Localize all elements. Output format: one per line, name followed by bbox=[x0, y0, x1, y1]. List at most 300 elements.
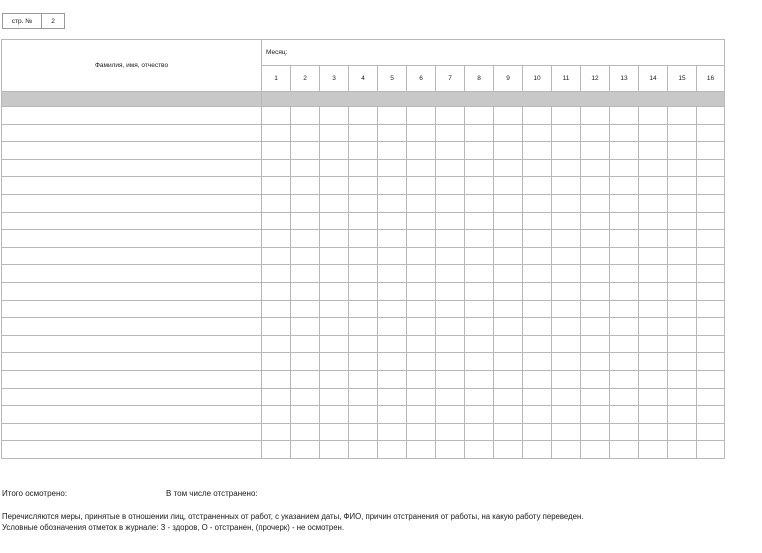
mark-cell[interactable] bbox=[697, 265, 725, 283]
mark-cell[interactable] bbox=[407, 194, 436, 212]
mark-cell[interactable] bbox=[407, 230, 436, 248]
mark-cell[interactable] bbox=[378, 370, 407, 388]
mark-cell[interactable] bbox=[581, 388, 610, 406]
mark-cell[interactable] bbox=[639, 353, 668, 371]
mark-cell[interactable] bbox=[349, 423, 378, 441]
mark-cell[interactable] bbox=[378, 194, 407, 212]
mark-cell[interactable] bbox=[523, 142, 552, 160]
mark-cell[interactable] bbox=[668, 159, 697, 177]
mark-cell[interactable] bbox=[610, 335, 639, 353]
mark-cell[interactable] bbox=[378, 318, 407, 336]
mark-cell[interactable] bbox=[639, 194, 668, 212]
mark-cell[interactable] bbox=[552, 247, 581, 265]
mark-cell[interactable] bbox=[610, 265, 639, 283]
mark-cell[interactable] bbox=[494, 124, 523, 142]
fio-cell[interactable] bbox=[2, 212, 262, 230]
mark-cell[interactable] bbox=[436, 124, 465, 142]
mark-cell[interactable] bbox=[436, 300, 465, 318]
mark-cell[interactable] bbox=[552, 230, 581, 248]
mark-cell[interactable] bbox=[349, 265, 378, 283]
mark-cell[interactable] bbox=[349, 370, 378, 388]
mark-cell[interactable] bbox=[552, 282, 581, 300]
mark-cell[interactable] bbox=[668, 124, 697, 142]
mark-cell[interactable] bbox=[552, 265, 581, 283]
mark-cell[interactable] bbox=[378, 423, 407, 441]
mark-cell[interactable] bbox=[668, 388, 697, 406]
mark-cell[interactable] bbox=[349, 194, 378, 212]
mark-cell[interactable] bbox=[320, 282, 349, 300]
mark-cell[interactable] bbox=[581, 124, 610, 142]
mark-cell[interactable] bbox=[639, 142, 668, 160]
mark-cell[interactable] bbox=[465, 265, 494, 283]
mark-cell[interactable] bbox=[465, 107, 494, 125]
mark-cell[interactable] bbox=[523, 159, 552, 177]
mark-cell[interactable] bbox=[523, 282, 552, 300]
mark-cell[interactable] bbox=[407, 423, 436, 441]
mark-cell[interactable] bbox=[320, 107, 349, 125]
mark-cell[interactable] bbox=[407, 177, 436, 195]
mark-cell[interactable] bbox=[291, 335, 320, 353]
mark-cell[interactable] bbox=[494, 370, 523, 388]
mark-cell[interactable] bbox=[610, 230, 639, 248]
mark-cell[interactable] bbox=[262, 142, 291, 160]
mark-cell[interactable] bbox=[581, 159, 610, 177]
mark-cell[interactable] bbox=[465, 441, 494, 459]
mark-cell[interactable] bbox=[581, 247, 610, 265]
mark-cell[interactable] bbox=[291, 441, 320, 459]
mark-cell[interactable] bbox=[610, 159, 639, 177]
mark-cell[interactable] bbox=[494, 230, 523, 248]
mark-cell[interactable] bbox=[581, 335, 610, 353]
mark-cell[interactable] bbox=[291, 388, 320, 406]
mark-cell[interactable] bbox=[378, 124, 407, 142]
mark-cell[interactable] bbox=[581, 194, 610, 212]
mark-cell[interactable] bbox=[349, 353, 378, 371]
mark-cell[interactable] bbox=[639, 212, 668, 230]
mark-cell[interactable] bbox=[668, 353, 697, 371]
mark-cell[interactable] bbox=[494, 177, 523, 195]
mark-cell[interactable] bbox=[262, 282, 291, 300]
mark-cell[interactable] bbox=[610, 194, 639, 212]
mark-cell[interactable] bbox=[291, 370, 320, 388]
mark-cell[interactable] bbox=[378, 353, 407, 371]
mark-cell[interactable] bbox=[697, 212, 725, 230]
mark-cell[interactable] bbox=[552, 318, 581, 336]
mark-cell[interactable] bbox=[668, 265, 697, 283]
mark-cell[interactable] bbox=[552, 370, 581, 388]
mark-cell[interactable] bbox=[262, 177, 291, 195]
mark-cell[interactable] bbox=[407, 142, 436, 160]
mark-cell[interactable] bbox=[494, 388, 523, 406]
mark-cell[interactable] bbox=[523, 441, 552, 459]
mark-cell[interactable] bbox=[523, 230, 552, 248]
mark-cell[interactable] bbox=[291, 318, 320, 336]
mark-cell[interactable] bbox=[436, 335, 465, 353]
mark-cell[interactable] bbox=[320, 159, 349, 177]
mark-cell[interactable] bbox=[320, 247, 349, 265]
mark-cell[interactable] bbox=[465, 124, 494, 142]
fio-cell[interactable] bbox=[2, 159, 262, 177]
mark-cell[interactable] bbox=[349, 159, 378, 177]
mark-cell[interactable] bbox=[639, 318, 668, 336]
mark-cell[interactable] bbox=[581, 282, 610, 300]
mark-cell[interactable] bbox=[639, 177, 668, 195]
mark-cell[interactable] bbox=[552, 107, 581, 125]
mark-cell[interactable] bbox=[291, 247, 320, 265]
fio-cell[interactable] bbox=[2, 282, 262, 300]
mark-cell[interactable] bbox=[552, 441, 581, 459]
mark-cell[interactable] bbox=[697, 388, 725, 406]
mark-cell[interactable] bbox=[494, 300, 523, 318]
mark-cell[interactable] bbox=[320, 353, 349, 371]
mark-cell[interactable] bbox=[349, 300, 378, 318]
mark-cell[interactable] bbox=[639, 282, 668, 300]
mark-cell[interactable] bbox=[523, 124, 552, 142]
mark-cell[interactable] bbox=[436, 107, 465, 125]
mark-cell[interactable] bbox=[668, 230, 697, 248]
mark-cell[interactable] bbox=[436, 406, 465, 424]
mark-cell[interactable] bbox=[581, 300, 610, 318]
mark-cell[interactable] bbox=[349, 247, 378, 265]
mark-cell[interactable] bbox=[465, 318, 494, 336]
mark-cell[interactable] bbox=[523, 406, 552, 424]
mark-cell[interactable] bbox=[407, 107, 436, 125]
mark-cell[interactable] bbox=[581, 177, 610, 195]
mark-cell[interactable] bbox=[407, 265, 436, 283]
mark-cell[interactable] bbox=[697, 441, 725, 459]
mark-cell[interactable] bbox=[349, 212, 378, 230]
mark-cell[interactable] bbox=[320, 142, 349, 160]
mark-cell[interactable] bbox=[610, 406, 639, 424]
mark-cell[interactable] bbox=[349, 107, 378, 125]
mark-cell[interactable] bbox=[262, 124, 291, 142]
mark-cell[interactable] bbox=[494, 212, 523, 230]
mark-cell[interactable] bbox=[697, 318, 725, 336]
mark-cell[interactable] bbox=[378, 388, 407, 406]
mark-cell[interactable] bbox=[291, 124, 320, 142]
mark-cell[interactable] bbox=[262, 194, 291, 212]
mark-cell[interactable] bbox=[581, 142, 610, 160]
mark-cell[interactable] bbox=[320, 124, 349, 142]
mark-cell[interactable] bbox=[262, 335, 291, 353]
mark-cell[interactable] bbox=[639, 423, 668, 441]
mark-cell[interactable] bbox=[581, 212, 610, 230]
fio-cell[interactable] bbox=[2, 318, 262, 336]
mark-cell[interactable] bbox=[523, 300, 552, 318]
mark-cell[interactable] bbox=[697, 230, 725, 248]
mark-cell[interactable] bbox=[697, 194, 725, 212]
mark-cell[interactable] bbox=[291, 282, 320, 300]
mark-cell[interactable] bbox=[581, 406, 610, 424]
fio-cell[interactable] bbox=[2, 107, 262, 125]
mark-cell[interactable] bbox=[320, 318, 349, 336]
mark-cell[interactable] bbox=[639, 107, 668, 125]
mark-cell[interactable] bbox=[494, 318, 523, 336]
mark-cell[interactable] bbox=[262, 423, 291, 441]
mark-cell[interactable] bbox=[378, 335, 407, 353]
fio-cell[interactable] bbox=[2, 177, 262, 195]
mark-cell[interactable] bbox=[668, 282, 697, 300]
mark-cell[interactable] bbox=[320, 194, 349, 212]
mark-cell[interactable] bbox=[552, 177, 581, 195]
mark-cell[interactable] bbox=[262, 300, 291, 318]
mark-cell[interactable] bbox=[407, 388, 436, 406]
mark-cell[interactable] bbox=[378, 300, 407, 318]
mark-cell[interactable] bbox=[320, 423, 349, 441]
mark-cell[interactable] bbox=[378, 107, 407, 125]
mark-cell[interactable] bbox=[291, 159, 320, 177]
mark-cell[interactable] bbox=[436, 265, 465, 283]
mark-cell[interactable] bbox=[552, 406, 581, 424]
mark-cell[interactable] bbox=[465, 370, 494, 388]
mark-cell[interactable] bbox=[436, 353, 465, 371]
mark-cell[interactable] bbox=[465, 194, 494, 212]
mark-cell[interactable] bbox=[320, 441, 349, 459]
mark-cell[interactable] bbox=[552, 335, 581, 353]
mark-cell[interactable] bbox=[262, 212, 291, 230]
mark-cell[interactable] bbox=[407, 300, 436, 318]
mark-cell[interactable] bbox=[639, 441, 668, 459]
mark-cell[interactable] bbox=[262, 370, 291, 388]
mark-cell[interactable] bbox=[436, 247, 465, 265]
mark-cell[interactable] bbox=[349, 406, 378, 424]
mark-cell[interactable] bbox=[436, 177, 465, 195]
mark-cell[interactable] bbox=[465, 177, 494, 195]
mark-cell[interactable] bbox=[581, 370, 610, 388]
mark-cell[interactable] bbox=[610, 177, 639, 195]
mark-cell[interactable] bbox=[436, 318, 465, 336]
mark-cell[interactable] bbox=[697, 300, 725, 318]
fio-cell[interactable] bbox=[2, 265, 262, 283]
mark-cell[interactable] bbox=[320, 265, 349, 283]
mark-cell[interactable] bbox=[349, 335, 378, 353]
mark-cell[interactable] bbox=[436, 159, 465, 177]
mark-cell[interactable] bbox=[668, 212, 697, 230]
mark-cell[interactable] bbox=[639, 230, 668, 248]
mark-cell[interactable] bbox=[407, 335, 436, 353]
mark-cell[interactable] bbox=[262, 441, 291, 459]
fio-cell[interactable] bbox=[2, 388, 262, 406]
mark-cell[interactable] bbox=[436, 142, 465, 160]
mark-cell[interactable] bbox=[552, 212, 581, 230]
mark-cell[interactable] bbox=[610, 142, 639, 160]
mark-cell[interactable] bbox=[610, 282, 639, 300]
mark-cell[interactable] bbox=[639, 406, 668, 424]
mark-cell[interactable] bbox=[639, 300, 668, 318]
mark-cell[interactable] bbox=[436, 212, 465, 230]
mark-cell[interactable] bbox=[610, 370, 639, 388]
mark-cell[interactable] bbox=[552, 388, 581, 406]
mark-cell[interactable] bbox=[697, 247, 725, 265]
mark-cell[interactable] bbox=[523, 370, 552, 388]
mark-cell[interactable] bbox=[552, 124, 581, 142]
mark-cell[interactable] bbox=[639, 159, 668, 177]
mark-cell[interactable] bbox=[697, 124, 725, 142]
mark-cell[interactable] bbox=[697, 107, 725, 125]
mark-cell[interactable] bbox=[639, 388, 668, 406]
mark-cell[interactable] bbox=[436, 370, 465, 388]
mark-cell[interactable] bbox=[523, 335, 552, 353]
mark-cell[interactable] bbox=[262, 406, 291, 424]
mark-cell[interactable] bbox=[581, 265, 610, 283]
mark-cell[interactable] bbox=[378, 265, 407, 283]
fio-cell[interactable] bbox=[2, 194, 262, 212]
mark-cell[interactable] bbox=[262, 159, 291, 177]
mark-cell[interactable] bbox=[494, 247, 523, 265]
mark-cell[interactable] bbox=[407, 212, 436, 230]
mark-cell[interactable] bbox=[610, 388, 639, 406]
mark-cell[interactable] bbox=[291, 194, 320, 212]
mark-cell[interactable] bbox=[378, 230, 407, 248]
mark-cell[interactable] bbox=[349, 142, 378, 160]
mark-cell[interactable] bbox=[552, 423, 581, 441]
mark-cell[interactable] bbox=[494, 282, 523, 300]
mark-cell[interactable] bbox=[668, 423, 697, 441]
mark-cell[interactable] bbox=[262, 265, 291, 283]
mark-cell[interactable] bbox=[639, 370, 668, 388]
mark-cell[interactable] bbox=[581, 107, 610, 125]
mark-cell[interactable] bbox=[291, 212, 320, 230]
mark-cell[interactable] bbox=[668, 406, 697, 424]
mark-cell[interactable] bbox=[349, 230, 378, 248]
mark-cell[interactable] bbox=[407, 370, 436, 388]
mark-cell[interactable] bbox=[552, 353, 581, 371]
mark-cell[interactable] bbox=[465, 300, 494, 318]
mark-cell[interactable] bbox=[378, 142, 407, 160]
mark-cell[interactable] bbox=[668, 177, 697, 195]
mark-cell[interactable] bbox=[465, 353, 494, 371]
mark-cell[interactable] bbox=[581, 423, 610, 441]
mark-cell[interactable] bbox=[407, 282, 436, 300]
mark-cell[interactable] bbox=[465, 388, 494, 406]
fio-cell[interactable] bbox=[2, 247, 262, 265]
mark-cell[interactable] bbox=[349, 177, 378, 195]
mark-cell[interactable] bbox=[320, 177, 349, 195]
mark-cell[interactable] bbox=[697, 159, 725, 177]
mark-cell[interactable] bbox=[494, 142, 523, 160]
mark-cell[interactable] bbox=[668, 300, 697, 318]
mark-cell[interactable] bbox=[668, 107, 697, 125]
mark-cell[interactable] bbox=[349, 388, 378, 406]
mark-cell[interactable] bbox=[407, 159, 436, 177]
mark-cell[interactable] bbox=[436, 423, 465, 441]
mark-cell[interactable] bbox=[465, 423, 494, 441]
mark-cell[interactable] bbox=[436, 388, 465, 406]
mark-cell[interactable] bbox=[697, 406, 725, 424]
mark-cell[interactable] bbox=[552, 194, 581, 212]
mark-cell[interactable] bbox=[465, 212, 494, 230]
mark-cell[interactable] bbox=[407, 353, 436, 371]
mark-cell[interactable] bbox=[552, 142, 581, 160]
fio-cell[interactable] bbox=[2, 441, 262, 459]
mark-cell[interactable] bbox=[610, 441, 639, 459]
mark-cell[interactable] bbox=[349, 282, 378, 300]
mark-cell[interactable] bbox=[378, 177, 407, 195]
mark-cell[interactable] bbox=[262, 230, 291, 248]
mark-cell[interactable] bbox=[378, 441, 407, 459]
fio-cell[interactable] bbox=[2, 230, 262, 248]
mark-cell[interactable] bbox=[320, 370, 349, 388]
fio-cell[interactable] bbox=[2, 370, 262, 388]
mark-cell[interactable] bbox=[465, 142, 494, 160]
mark-cell[interactable] bbox=[523, 318, 552, 336]
mark-cell[interactable] bbox=[291, 353, 320, 371]
mark-cell[interactable] bbox=[639, 335, 668, 353]
mark-cell[interactable] bbox=[291, 406, 320, 424]
mark-cell[interactable] bbox=[697, 177, 725, 195]
mark-cell[interactable] bbox=[668, 370, 697, 388]
mark-cell[interactable] bbox=[436, 282, 465, 300]
mark-cell[interactable] bbox=[320, 230, 349, 248]
mark-cell[interactable] bbox=[610, 423, 639, 441]
mark-cell[interactable] bbox=[349, 124, 378, 142]
mark-cell[interactable] bbox=[581, 441, 610, 459]
mark-cell[interactable] bbox=[320, 388, 349, 406]
mark-cell[interactable] bbox=[552, 159, 581, 177]
mark-cell[interactable] bbox=[523, 423, 552, 441]
mark-cell[interactable] bbox=[465, 406, 494, 424]
mark-cell[interactable] bbox=[407, 247, 436, 265]
mark-cell[interactable] bbox=[494, 265, 523, 283]
mark-cell[interactable] bbox=[407, 406, 436, 424]
mark-cell[interactable] bbox=[581, 353, 610, 371]
mark-cell[interactable] bbox=[668, 335, 697, 353]
mark-cell[interactable] bbox=[494, 335, 523, 353]
mark-cell[interactable] bbox=[523, 194, 552, 212]
mark-cell[interactable] bbox=[262, 318, 291, 336]
mark-cell[interactable] bbox=[523, 265, 552, 283]
mark-cell[interactable] bbox=[668, 441, 697, 459]
mark-cell[interactable] bbox=[291, 142, 320, 160]
mark-cell[interactable] bbox=[494, 441, 523, 459]
mark-cell[interactable] bbox=[523, 388, 552, 406]
mark-cell[interactable] bbox=[262, 353, 291, 371]
mark-cell[interactable] bbox=[436, 230, 465, 248]
mark-cell[interactable] bbox=[291, 230, 320, 248]
mark-cell[interactable] bbox=[523, 212, 552, 230]
mark-cell[interactable] bbox=[668, 194, 697, 212]
mark-cell[interactable] bbox=[523, 353, 552, 371]
mark-cell[interactable] bbox=[494, 159, 523, 177]
mark-cell[interactable] bbox=[494, 107, 523, 125]
mark-cell[interactable] bbox=[697, 353, 725, 371]
mark-cell[interactable] bbox=[378, 247, 407, 265]
mark-cell[interactable] bbox=[610, 212, 639, 230]
mark-cell[interactable] bbox=[320, 300, 349, 318]
mark-cell[interactable] bbox=[378, 282, 407, 300]
mark-cell[interactable] bbox=[494, 353, 523, 371]
mark-cell[interactable] bbox=[262, 247, 291, 265]
mark-cell[interactable] bbox=[610, 353, 639, 371]
mark-cell[interactable] bbox=[610, 300, 639, 318]
mark-cell[interactable] bbox=[465, 335, 494, 353]
mark-cell[interactable] bbox=[320, 212, 349, 230]
mark-cell[interactable] bbox=[291, 177, 320, 195]
mark-cell[interactable] bbox=[465, 247, 494, 265]
mark-cell[interactable] bbox=[494, 194, 523, 212]
mark-cell[interactable] bbox=[610, 107, 639, 125]
mark-cell[interactable] bbox=[523, 177, 552, 195]
mark-cell[interactable] bbox=[378, 212, 407, 230]
mark-cell[interactable] bbox=[610, 247, 639, 265]
mark-cell[interactable] bbox=[436, 441, 465, 459]
fio-cell[interactable] bbox=[2, 124, 262, 142]
mark-cell[interactable] bbox=[407, 318, 436, 336]
mark-cell[interactable] bbox=[523, 107, 552, 125]
mark-cell[interactable] bbox=[465, 230, 494, 248]
mark-cell[interactable] bbox=[407, 441, 436, 459]
mark-cell[interactable] bbox=[465, 282, 494, 300]
